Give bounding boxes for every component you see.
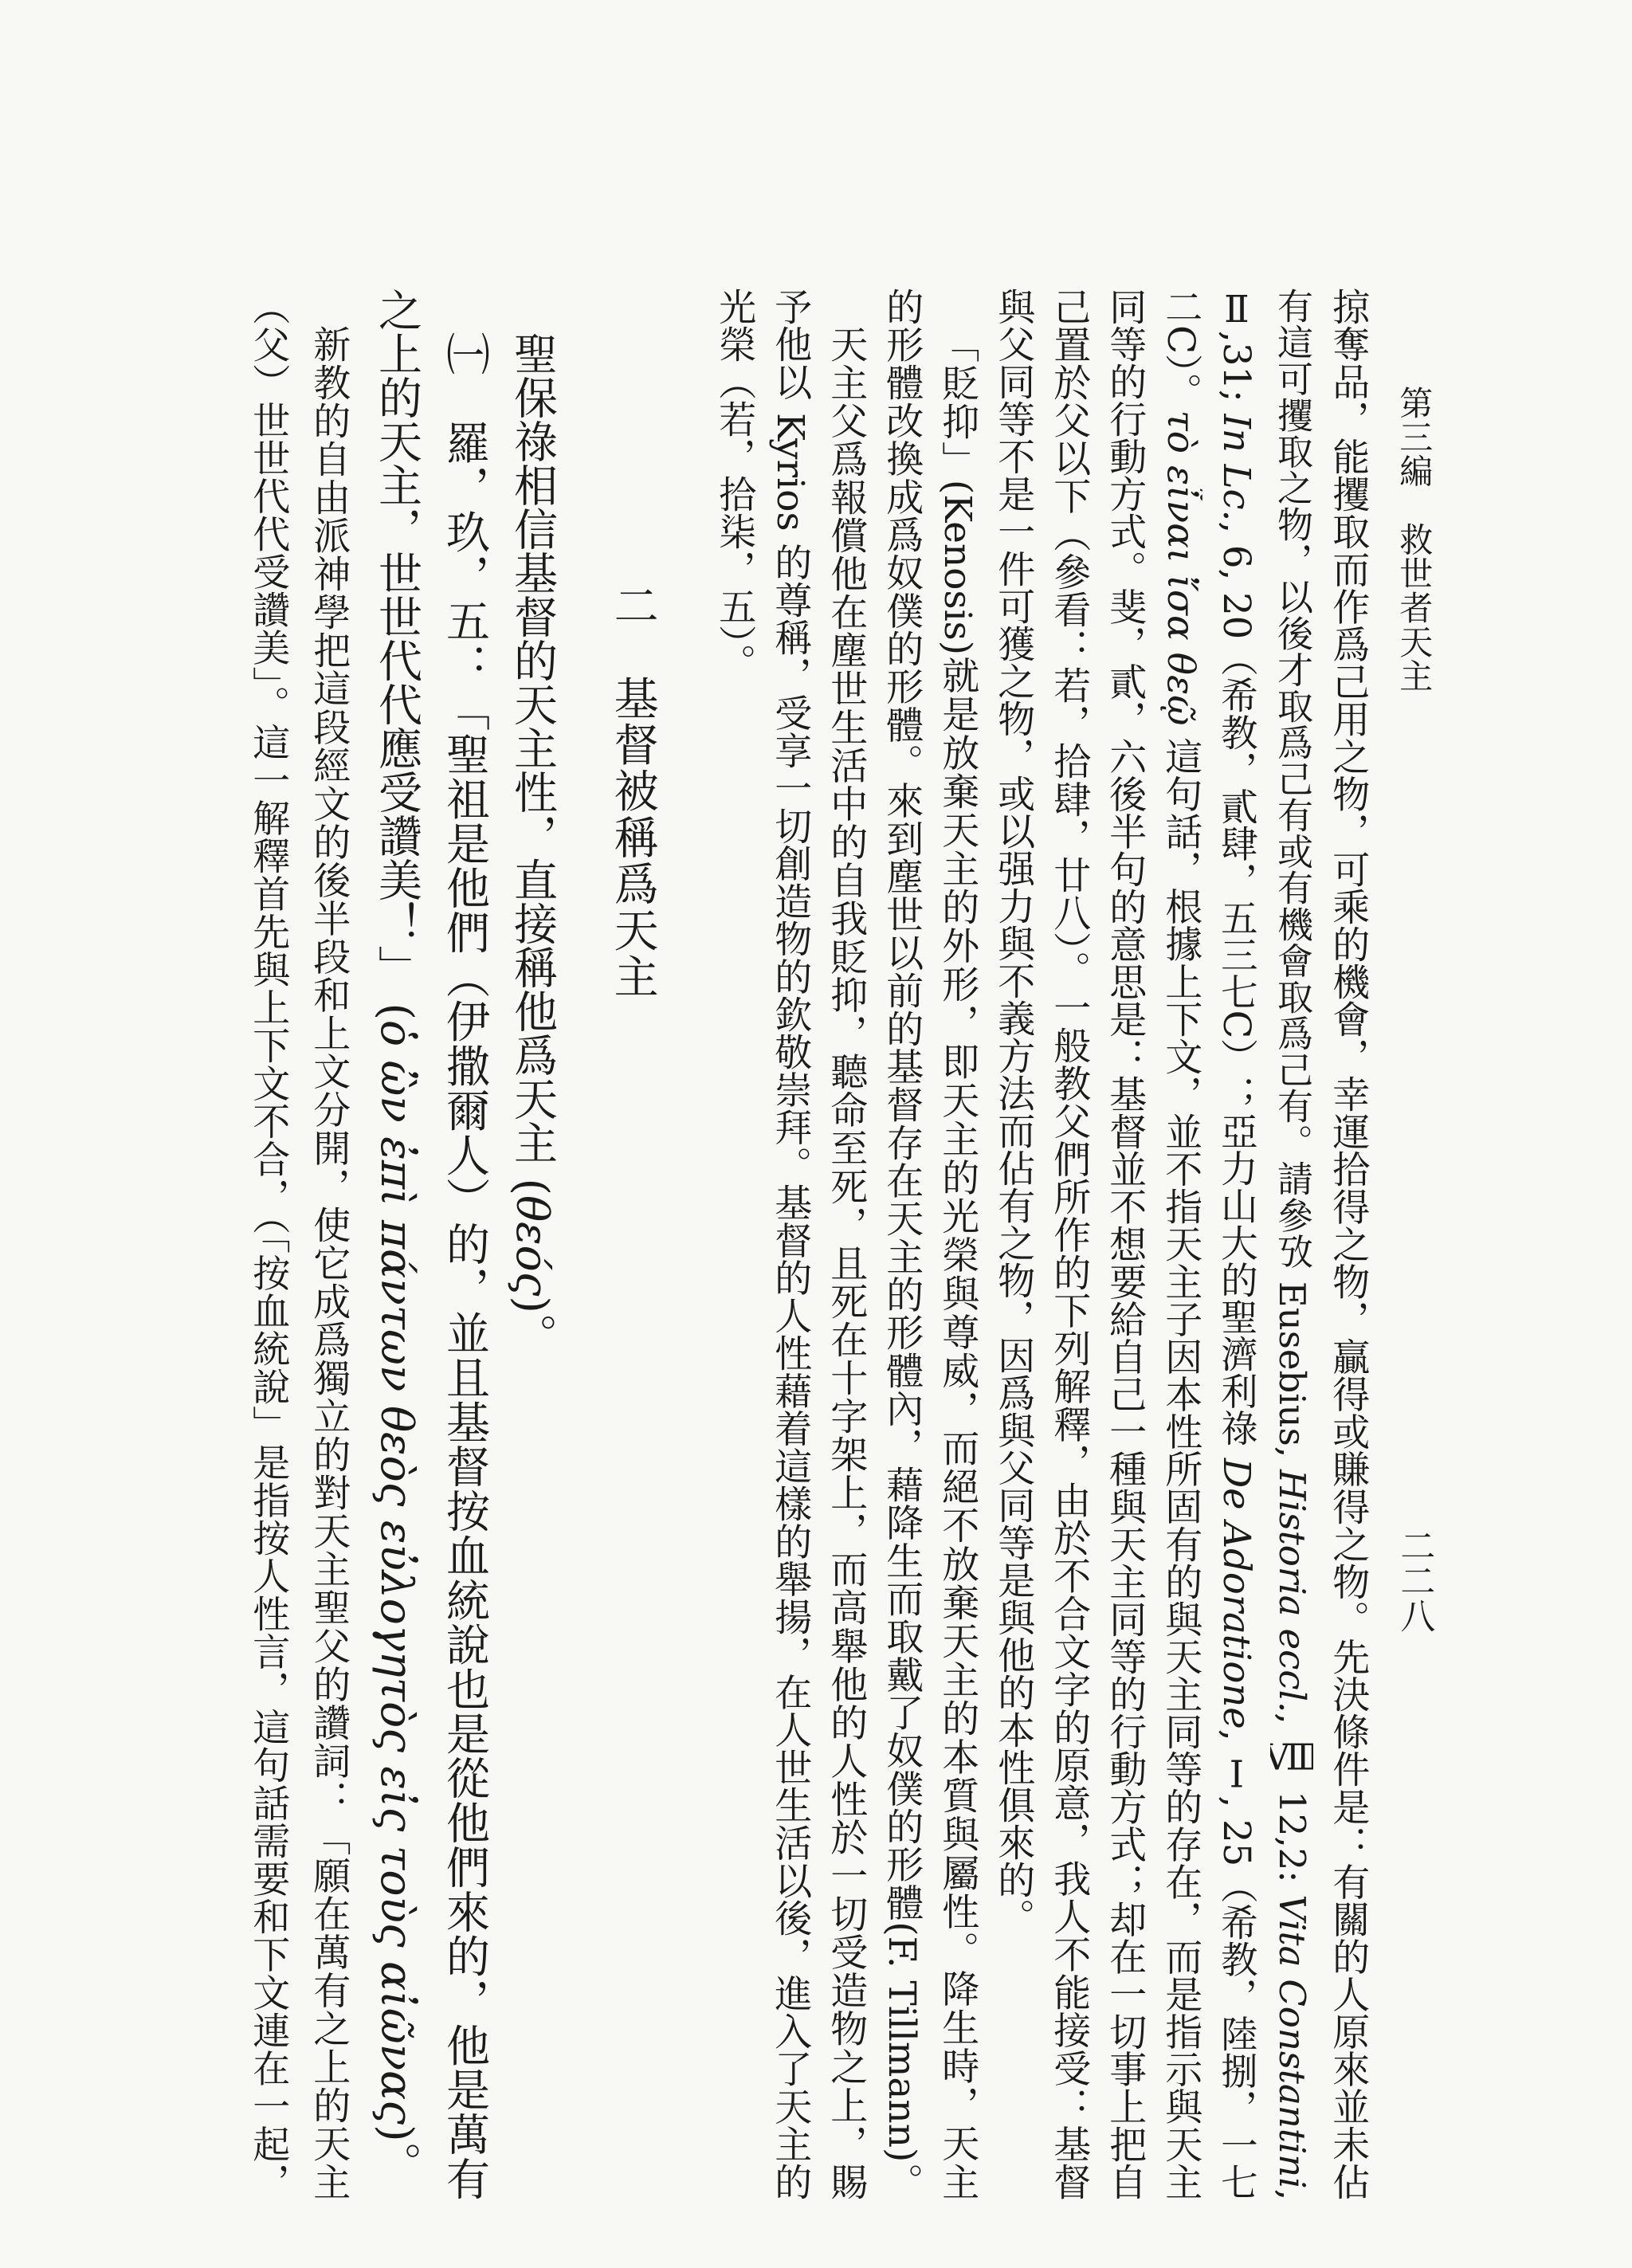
main-line-1 [506, 288, 559, 2200]
note-line-10-text: 天主父爲報償他在塵世生活中的自我貶抑，聽命至死，且死在十字架上，而高舉他的人性於一切受造物之上，賜 [824, 325, 869, 2200]
main-line-3-text-b: )。 [371, 2125, 422, 2186]
note-line-8 [935, 288, 979, 2200]
note-line-2 [1270, 288, 1313, 2200]
note-line-5 [1102, 288, 1147, 2200]
note-line-11-text: 予他以 Kyrios 的尊稱，受享一切創造物的欽敬崇拜。基督的人性藉着這樣的舉揚，在人世生活以後，進入了天主的 [768, 288, 813, 2200]
note-bottom-line-1-text: 新教的自由派神學把這段經文的後半段和上文分開，使它成爲獨立的對天主聖父的讚詞：「願在萬有之上的天主 [307, 325, 351, 2200]
running-title-text: 第三編 救世者天主 [1395, 386, 1434, 693]
note-line-3 [1214, 288, 1258, 2200]
citation-historia-eccl: Historia eccl. [1271, 1469, 1313, 1713]
citation-in-lc: In Lc. [1214, 414, 1258, 522]
main-line-3 [371, 288, 423, 2200]
note-line-9 [879, 288, 924, 2200]
note-line-9-text: 的形體改換成爲奴僕的形體。來到塵世以前的基督存在天主的形體內，藉降生而取戴了奴僕的形體(F. Tillmann)。 [880, 288, 924, 2200]
section-heading-text: 二 基督被稱爲天主 [606, 583, 659, 1001]
note-line-12-text: 光榮（若，拾柒，五）。 [712, 288, 757, 681]
page-number [1393, 1528, 1435, 1663]
note-line-2-text-c: , [1271, 2188, 1313, 2200]
note-line-5-text: 同等的行動方式。斐，貳，六後半句的意思是：基督並不想要給自己一種與天主同等的行動方式；却在一切事上把自 [1103, 288, 1148, 2200]
note-line-2-text-b: , Ⅷ 12,2: [1271, 1713, 1313, 1895]
citation-de-adoratione: De Adoratione [1214, 1458, 1258, 1729]
main-line-2 [438, 288, 491, 2200]
main-line-2-text: ㈠ 羅，玖，五：「聖祖是他們（伊撒爾人）的，並且基督按血統說也是從他們來的，他是萬有 [439, 332, 490, 2200]
note-line-8-text: 「貶抑」(Kenosis)就是放棄天主的外形，即天主的光榮與尊威，而絕不放棄天主的本質與屬性。降生時，天主 [936, 325, 980, 2200]
section-heading [606, 583, 659, 1029]
note-line-4-text-a: 二C）。 [1159, 288, 1203, 410]
note-bottom-line-2 [245, 288, 290, 2200]
greek-quotation-rom-9-5: ὁ ὢν ἐπὶ πάντων θεὸς εὐλογητὸς εἰς τοὺς αἰῶνας [371, 1019, 422, 2125]
note-line-6 [1046, 288, 1091, 2200]
main-line-1-text-b: )。 [507, 1296, 558, 1357]
note-line-6-text: 己置於父以下（參看：若，拾肆，廿八）。一般教父們所作的下列解釋，由於不合文字的原意，我人不能接受：基督 [1047, 288, 1092, 2200]
note-line-3-text-a: Ⅱ,31; [1214, 288, 1258, 414]
citation-vita-constantini: Vita Constantini [1271, 1894, 1313, 2189]
note-line-12 [712, 288, 756, 2200]
note-line-7 [991, 288, 1035, 2200]
note-line-4 [1158, 288, 1202, 2200]
note-line-1-text: 掠奪品，能攫取而作爲己用之物，可乘的機會，幸運拾得之物，贏得或賺得之物。先決條件是：有關的人原來並未佔 [1326, 288, 1371, 2200]
note-line-3-text-c: , Ⅰ, 25（希教，陸捌，一七 [1214, 1728, 1258, 2200]
note-bottom-line-1 [306, 288, 351, 2200]
note-bottom-line-2-text: （父）世世代代受讚美」。這一解釋首先與上下文不合，（「按血統說」是指按人性言，這句話需要和下文連在一起， [246, 288, 291, 2200]
note-line-7-text: 與父同等不是一件可獲之物，或以强力與不義方法而佔有之物，因爲與父同等是與他的本性俱來的。 [991, 288, 1036, 1936]
note-line-2-text-a: 有這可攫取之物，以後才取爲己有或有機會取爲己有。請參攷 Eusebius, [1271, 288, 1313, 1469]
note-line-11 [767, 288, 812, 2200]
note-line-3-text-b: , 6, 20（希教，貳肆，五三七C）；亞力山大的聖濟利祿 [1214, 521, 1258, 1458]
note-line-1 [1325, 288, 1370, 2200]
main-line-1-text-a: 聖保祿相信基督的天主性，直接稱他爲天主 ( [507, 332, 558, 1195]
note-line-10 [823, 288, 868, 2200]
running-title [1394, 386, 1434, 728]
note-line-4-text-b: 這句話，根據上下文，並不指天主子因本性所固有的與天主同等的存在，而是指示與天主 [1159, 725, 1203, 2200]
greek-word-theos: θεός [507, 1195, 558, 1297]
greek-phrase-isa-theo: τὸ εἶναι ἴσα θεῷ [1159, 410, 1203, 726]
main-line-3-text-a: 之上的天主，世世代代應受讚美！」 ( [371, 288, 422, 1020]
page-number-text: 二二八 [1394, 1528, 1435, 1633]
